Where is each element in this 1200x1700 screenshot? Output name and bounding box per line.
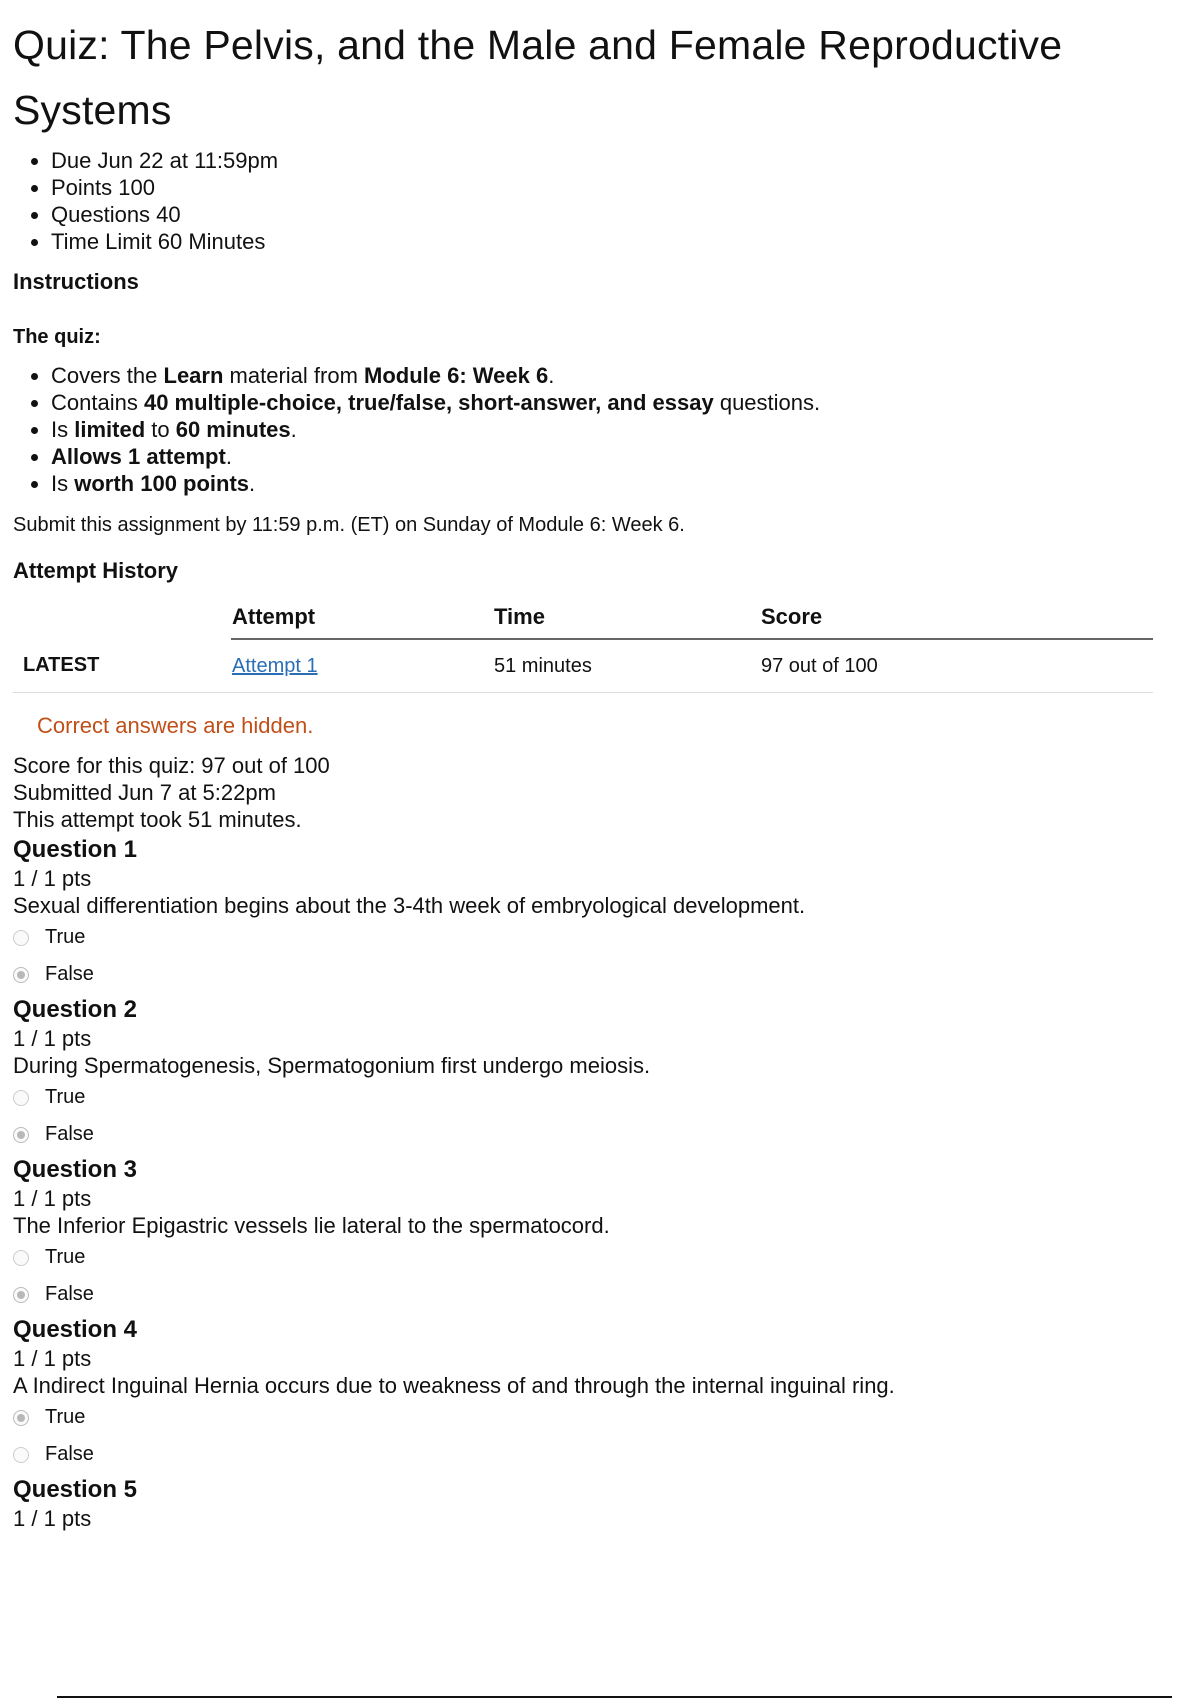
latest-label: LATEST [13,639,231,693]
quiz-meta-list [13,147,1163,255]
header-blank [13,596,231,639]
table-row [13,639,1153,693]
answer-option-false [13,1116,1163,1153]
instruction-text: Contains [51,390,144,415]
question-heading: Question 5 [13,1476,138,1503]
score-cell: 97 out of 100 [760,639,1153,693]
instruction-text: 40 multiple-choice, true/false, short-answer, and essay [143,390,714,415]
answer-option-false [13,1276,1163,1313]
meta-points: • Points 100 [51,174,1163,201]
radio-selected-icon[interactable] [13,1287,29,1303]
answer-option-label: False [45,1283,94,1305]
instruction-text: . [548,363,555,388]
instruction-text: Learn [163,363,224,388]
correct-answers-hidden-note: Correct answers are hidden. [37,713,314,738]
summary-duration: This attempt took 51 minutes. [13,807,302,832]
questions-list [13,835,1163,1532]
instruction-item [51,443,1163,470]
question-heading: Question 3 [13,1156,138,1183]
question-text: During Spermatogenesis, Spermatogonium first undergo meiosis. [13,1053,651,1078]
header-time: Time [493,596,760,639]
instruction-item [51,362,1163,389]
instruction-text: . [225,444,232,469]
header-score: Score [760,596,1153,639]
radio-selected-icon[interactable] [13,1127,29,1143]
question-text: The Inferior Epigastric vessels lie lateral to the spermatocord. [13,1213,610,1238]
question-block [13,1475,1163,1532]
answer-option-false [13,956,1163,993]
instruction-item [51,389,1163,416]
answer-option-label: False [45,1123,94,1145]
instruction-text: Module 6: Week 6 [364,363,549,388]
instruction-text: . [290,417,297,442]
question-block [13,835,1163,993]
answer-option-true [13,1399,1163,1436]
header-attempt: Attempt [231,596,493,639]
summary-submitted: Submitted Jun 7 at 5:22pm [13,780,276,805]
answer-option-label: True [45,926,86,948]
instruction-text: questions. [713,390,821,415]
instruction-text: Allows 1 attempt [51,444,226,469]
instruction-text: Is [51,471,75,496]
radio-empty-icon[interactable] [13,930,29,946]
instructions-heading: Instructions [13,269,139,294]
question-heading: Question 1 [13,836,138,863]
time-cell: 51 minutes [493,639,760,693]
attempt-history-table [13,596,1153,693]
question-heading: Question 4 [13,1316,138,1343]
answer-option-true [13,1079,1163,1116]
answer-option-false [13,1436,1163,1473]
radio-selected-icon[interactable] [13,967,29,983]
radio-empty-icon[interactable] [13,1090,29,1106]
answer-option-label: False [45,963,94,985]
question-points: 1 / 1 pts [13,1346,92,1371]
attempt-cell [231,639,493,693]
attempt-history-heading: Attempt History [13,558,179,583]
instructions-list [13,362,1163,497]
radio-empty-icon[interactable] [13,1250,29,1266]
instruction-text: . [249,471,256,496]
answer-option-label: False [45,1443,94,1465]
question-block [13,995,1163,1153]
attempt-1-link[interactable]: Attempt 1 [232,654,318,677]
table-header-row [13,596,1153,639]
instruction-text: worth 100 points [74,471,250,496]
question-points: 1 / 1 pts [13,1026,92,1051]
answer-option-true [13,919,1163,956]
instruction-text: material from [223,363,365,388]
instruction-text: limited [74,417,146,442]
instruction-text: to [145,417,176,442]
page-title: Quiz: The Pelvis, and the Male and Female Reproductive Systems [13,22,1063,133]
submit-note: Submit this assignment by 11:59 p.m. (ET) on Sunday of Module 6: Week 6. [13,514,685,536]
instruction-item [51,416,1163,443]
quiz-page [13,0,1163,1532]
summary-score: Score for this quiz: 97 out of 100 [13,753,330,778]
answer-option-label: True [45,1246,86,1268]
question-points: 1 / 1 pts [13,866,92,891]
question-block [13,1155,1163,1313]
meta-questions: • Questions 40 [51,201,1163,228]
question-text: Sexual differentiation begins about the 3-4th week of embryological development. [13,893,806,918]
instruction-text: Covers the [51,363,164,388]
radio-empty-icon[interactable] [13,1447,29,1463]
footer-divider [57,1696,1172,1698]
question-points: 1 / 1 pts [13,1186,92,1211]
answer-option-label: True [45,1406,86,1428]
instruction-item [51,470,1163,497]
meta-time-limit: • Time Limit 60 Minutes [51,228,1163,255]
quiz-label: The quiz: [13,326,101,348]
answer-option-label: True [45,1086,86,1108]
instruction-text: Is [51,417,75,442]
question-text: A Indirect Inguinal Hernia occurs due to weakness of and through the internal inguinal ring. [13,1373,895,1398]
attempt-summary [13,752,1163,833]
answer-option-true [13,1239,1163,1276]
radio-selected-icon[interactable] [13,1410,29,1426]
instruction-text: 60 minutes [175,417,291,442]
question-heading: Question 2 [13,996,138,1023]
question-points: 1 / 1 pts [13,1506,92,1531]
question-block [13,1315,1163,1473]
meta-due: • Due Jun 22 at 11:59pm [51,147,1163,174]
